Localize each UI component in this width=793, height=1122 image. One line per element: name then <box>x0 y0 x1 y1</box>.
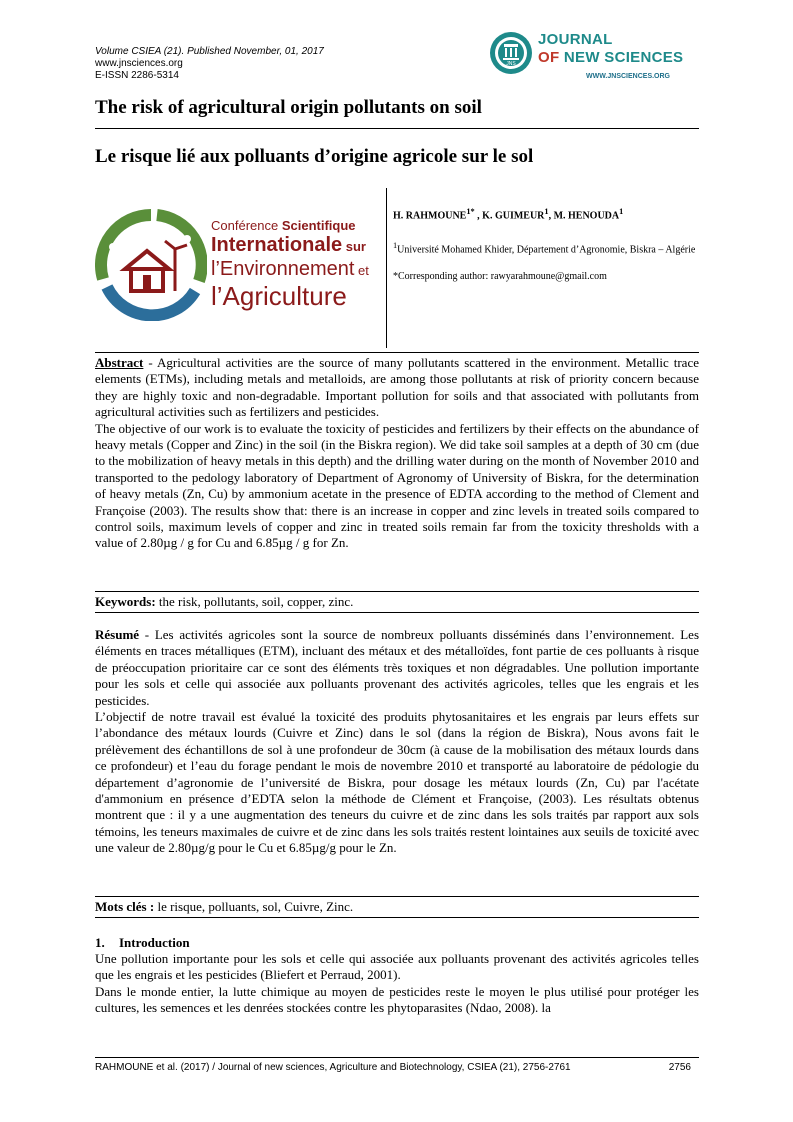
volume-line: Volume CSIEA (21). Published November, 01, 2017 <box>95 46 324 57</box>
resume-section <box>95 627 699 857</box>
resume-paragraph-1 <box>95 627 699 709</box>
conference-line2a: Internationale <box>211 234 343 256</box>
issn: E-ISSN 2286-5314 <box>95 70 179 81</box>
resume-label: Résumé <box>95 627 140 642</box>
conference-line1b: Scientifique <box>281 218 356 233</box>
introduction-body <box>95 951 699 1017</box>
mots-cles-top-rule <box>95 896 699 897</box>
introduction-number: 1. <box>95 935 105 950</box>
journal-logo <box>488 30 703 90</box>
author-2: K. GUIMEUR <box>482 210 545 222</box>
keywords-text: the risk, pollutants, soil, copper, zinc. <box>155 594 354 609</box>
resume-paragraph-2: L’objectif de notre travail est évalué la toxicité des produits phytosanitaires et les engrais par leurs effets sur l’abondance des métaux lourds (Cuivre et Zinc) dans le sol (dans la région de Biskra), Nous avons fait le prélèvement des échantillons de sol à une profondeur de 30cm (à cause de la mobilisation des métaux lourds dans ce profondeur) et l’eau du forage pendant le mois de novembre 2010 et transporté au laboratoire de pédologie du département d’agronomie de l’université de Biskra, pour dosage les métaux lourds (Zn, Cu) par l'acétate d'ammonium en présence d’EDTA selon la méthode de Clément et Françoise, (2003). Les résultats obtenus montrent que : il y a une augmentation des teneurs du cuivre et de zinc dans les sols traités par rapport aux sols témoins, les teneurs maximales de cuivre et de zinc dans les sols traités restent lointaines aux seuils de toxicité avec une valeur de 2.80µg/g pour le Cu et 6.85µg/g pour le Zn. <box>95 709 699 856</box>
mots-cles-label: Mots clés : <box>95 899 155 914</box>
journal-name-rest: NEW SCIENCES <box>563 49 684 66</box>
abstract-top-rule <box>95 352 699 353</box>
author-block <box>393 205 698 283</box>
conference-line4: l’Agriculture <box>211 281 347 311</box>
abstract-paragraph-2: The objective of our work is to evaluate the toxicity of pesticides and fertilizers by their effects on the abundance of heavy metals (Copper and Zinc) in the soil (in the Biskra region). We did take soil samples at a depth of 30 cm (due to the mobilization of heavy metals in this depth) and the drilling water during on the month of November 2010 and transported to the pedology laboratory of Department of Agronomy of University of Biskra, for the determination of heavy metals (Zn, Cu) by ammonium acetate in the presence of EDTA according to the method of Clement and Françoise (2003). The results show that: there is an increase in copper and zinc levels in treated soils compared to control soils, maximum levels of copper and zinc in treated soils remain far from the toxicity thresholds with a value of 2.80µg / g for Cu and 6.85µg / g for Zn. <box>95 420 699 551</box>
mots-cles-section <box>95 899 699 915</box>
author-sep-1: , <box>474 210 483 222</box>
abstract-text-1: - Agricultural activities are the source of many pollutants scattered in the environment. Metallic trace elements (ETMs), including metals and metalloids, are among those pollutants at risk of priority concern because they are highly toxic and non-degradable. Important pollution for soils and that associated with pollutants from agricultural activities such as fertilizers and pesticides. <box>95 355 699 420</box>
keywords-top-rule <box>95 591 699 592</box>
keywords-label: Keywords: <box>95 594 156 609</box>
affiliation-sup: 1 <box>393 241 398 251</box>
keywords-section <box>95 594 699 610</box>
mots-cles-text: le risque, polluants, sol, Cuivre, Zinc. <box>154 899 354 914</box>
page-number: 2756 <box>668 1062 691 1073</box>
author-divider <box>386 188 387 348</box>
author-1: H. RAHMOUNE <box>393 210 467 222</box>
conference-title <box>211 218 369 310</box>
journal-seal-text: JNS <box>506 61 516 67</box>
footer-citation: RAHMOUNE et al. (2017) / Journal of new sciences, Agriculture and Biotechnology, CSIEA (21), 2756-2761 <box>95 1062 571 1073</box>
journal-seal-icon <box>488 30 534 76</box>
conference-emblem-icon <box>95 209 207 321</box>
footer-rule <box>95 1057 699 1058</box>
journal-name-line1: JOURNAL <box>538 31 613 48</box>
author-sep-2: , <box>548 210 554 222</box>
abstract-label: Abstract <box>95 355 144 370</box>
corresponding-author: *Corresponding author: rawyarahmoune@gmail.com <box>393 270 607 282</box>
conference-logo <box>95 195 385 335</box>
author-1-sup: 1* <box>466 207 475 216</box>
journal-logo-url: WWW.JNSCIENCES.ORG <box>586 73 671 80</box>
conference-line2b: sur <box>342 239 366 254</box>
title-french: Le risque lié aux polluants d’origine agricole sur le sol <box>95 146 534 167</box>
journal-header-meta <box>95 46 324 82</box>
author-3-sup: 1 <box>619 207 624 216</box>
author-2-sup: 1 <box>544 207 549 216</box>
journal-name-line2 <box>538 50 683 66</box>
conference-line3b: et <box>354 263 369 278</box>
conference-line1a: Conférence <box>211 218 282 233</box>
page-footer <box>95 1062 691 1073</box>
header-divider <box>95 128 699 129</box>
introduction-paragraph-2: Dans le monde entier, la lutte chimique au moyen de pesticides reste le moyen le plus utilisé pour protéger les cultures, les semences et les denrées stockées contre les phytoparasites (Ndao, 2008). la <box>95 983 699 1016</box>
abstract-paragraph-1 <box>95 355 699 421</box>
introduction-heading <box>95 935 190 951</box>
abstract-section <box>95 355 699 552</box>
resume-text-1: - Les activités agricoles sont la source de nombreux polluants disséminés dans l’environnement. Les éléments en traces métalliques (ETM), incluant des métaux et des métalloïdes, font partie de ces polluants à risque de préoccupation prioritaire car ce sont des éléments très toxiques et non dégradables. Une pollution importante pour les sols et celle qui associée aux polluants provenant des activités agricoles, telles que les engrais et les pesticides. <box>95 627 699 708</box>
introduction-paragraph-1: Une pollution importante pour les sols et celle qui associée aux polluants provenant des activités agricoles telles que les engrais et les pesticides (Bliefert et Perraud, 2001). <box>95 951 699 983</box>
conference-line3a: l’Environnement <box>211 258 355 280</box>
title-english: The risk of agricultural origin pollutants on soil <box>95 97 482 118</box>
keywords-bottom-rule <box>95 612 699 613</box>
affiliation-text: Université Mohamed Khider, Département d’Agronomie, Biskra – Algérie <box>397 244 696 256</box>
journal-website: www.jnsciences.org <box>95 58 183 69</box>
introduction-title: Introduction <box>119 935 190 950</box>
journal-name-of: OF <box>538 49 560 66</box>
mots-cles-bottom-rule <box>95 917 699 918</box>
author-3: M. HENOUDA <box>553 210 620 222</box>
affiliation <box>393 239 698 256</box>
author-names <box>393 205 698 222</box>
